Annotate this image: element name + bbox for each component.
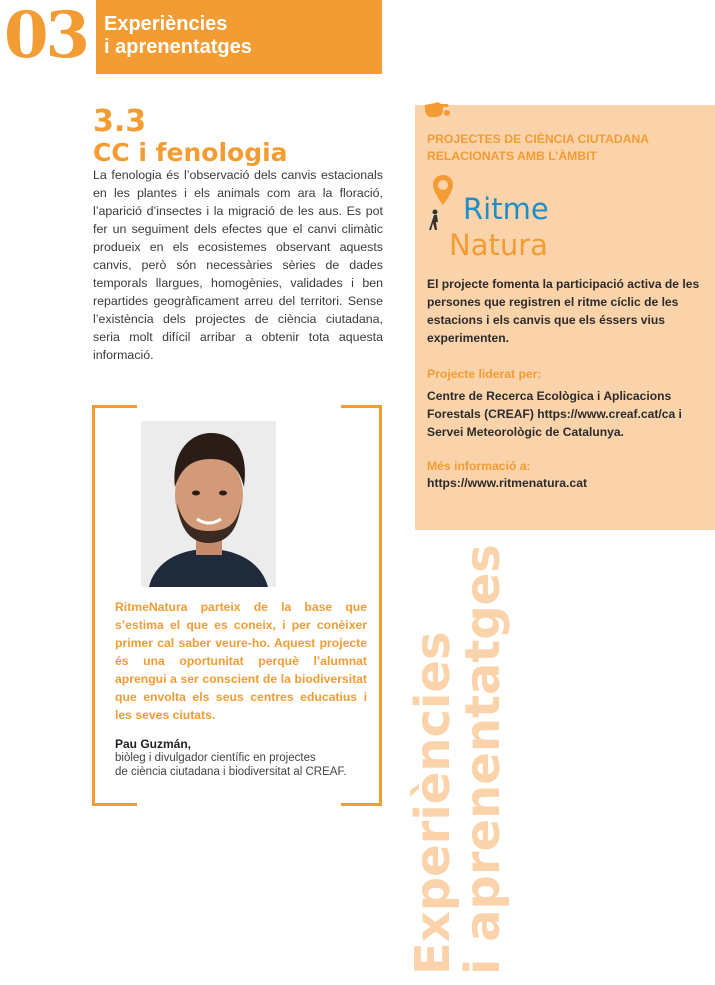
ritmenatura-logo-ritme: Ritme — [463, 192, 549, 226]
ritmenatura-logo-natura: Natura — [449, 228, 548, 262]
chapter-title-line2: i aprenentatges — [104, 36, 252, 58]
led-by-label: Projecte liderat per: — [427, 367, 542, 381]
walking-person-icon — [429, 209, 441, 236]
section-body: La fenologia és l’observació dels canvis estacionals en les plantes i els animals com ara la floració, l’aparició d’insectes i la migració de les aus. Es pot fer un seguiment dels efectes que el canvi climàtic produeix en els ecosistemes observant aquests canvis, però són necessàries sèries de dades temporals llargues, homogènies, validades i ben repartides geogràficament arreu del territori. Sense l’existència dels projectes de ciència ciutadana, seria molt difícil arribar a obtenir tota aquesta informació. — [93, 168, 383, 362]
section-number: 3.3 — [93, 104, 147, 139]
project-description: El projecte fomenta la participació activa de les persones que registren el ritme cíclic de les estacions i els canvis que els éssers vius experimenten. — [427, 277, 700, 345]
more-info-link[interactable]: https://www.ritmenatura.cat — [427, 476, 588, 490]
portrait-illustration — [141, 421, 276, 587]
led-by-organizations: Centre de Recerca Ecològica i Aplicacions Forestals (CREAF) https://www.creaf.cat/ca i Servei Meteorològic de Catalunya. — [427, 389, 682, 439]
author-desc-line2: de ciència ciutadana i biodiversitat al CREAF. — [115, 766, 347, 778]
chapter-header-bar — [96, 0, 382, 74]
sidebar-heading — [427, 131, 697, 165]
vertical-chapter-title — [405, 544, 511, 975]
author-photo — [141, 421, 276, 587]
map-pin-icon — [433, 175, 453, 210]
citizen-science-sidebar — [415, 105, 715, 530]
chapter-title — [104, 13, 374, 59]
vertical-title-line1: Experiències — [405, 631, 461, 975]
section-title: CC i fenologia — [93, 138, 288, 167]
author-name: Pau Guzmán, — [115, 737, 192, 751]
sidebar-heading-line1: PROJECTES DE CIÈNCIA CIUTADANA — [427, 132, 650, 146]
vertical-title-line2: i aprenentatges — [455, 544, 511, 975]
quote-text: RitmeNatura parteix de la base que s’estima el que es coneix, i per conèixer primer cal saber veure-ho. Aquest projecte és una oportunitat perquè l’alumnat aprengui a ser conscient de la biodiversitat que envolta els seus centres educatius i les seves ciutats. — [115, 600, 367, 722]
pointing-hand-icon — [423, 99, 451, 126]
author-description — [115, 751, 375, 779]
chapter-number: 03 — [4, 0, 88, 73]
sidebar-heading-line2: RELACIONATS AMB L’ÀMBIT — [427, 149, 597, 163]
more-info-label: Més informació a: — [427, 459, 531, 473]
author-desc-line1: biòleg i divulgador científic en projectes — [115, 752, 316, 764]
chapter-title-line1: Experiències — [104, 13, 228, 35]
